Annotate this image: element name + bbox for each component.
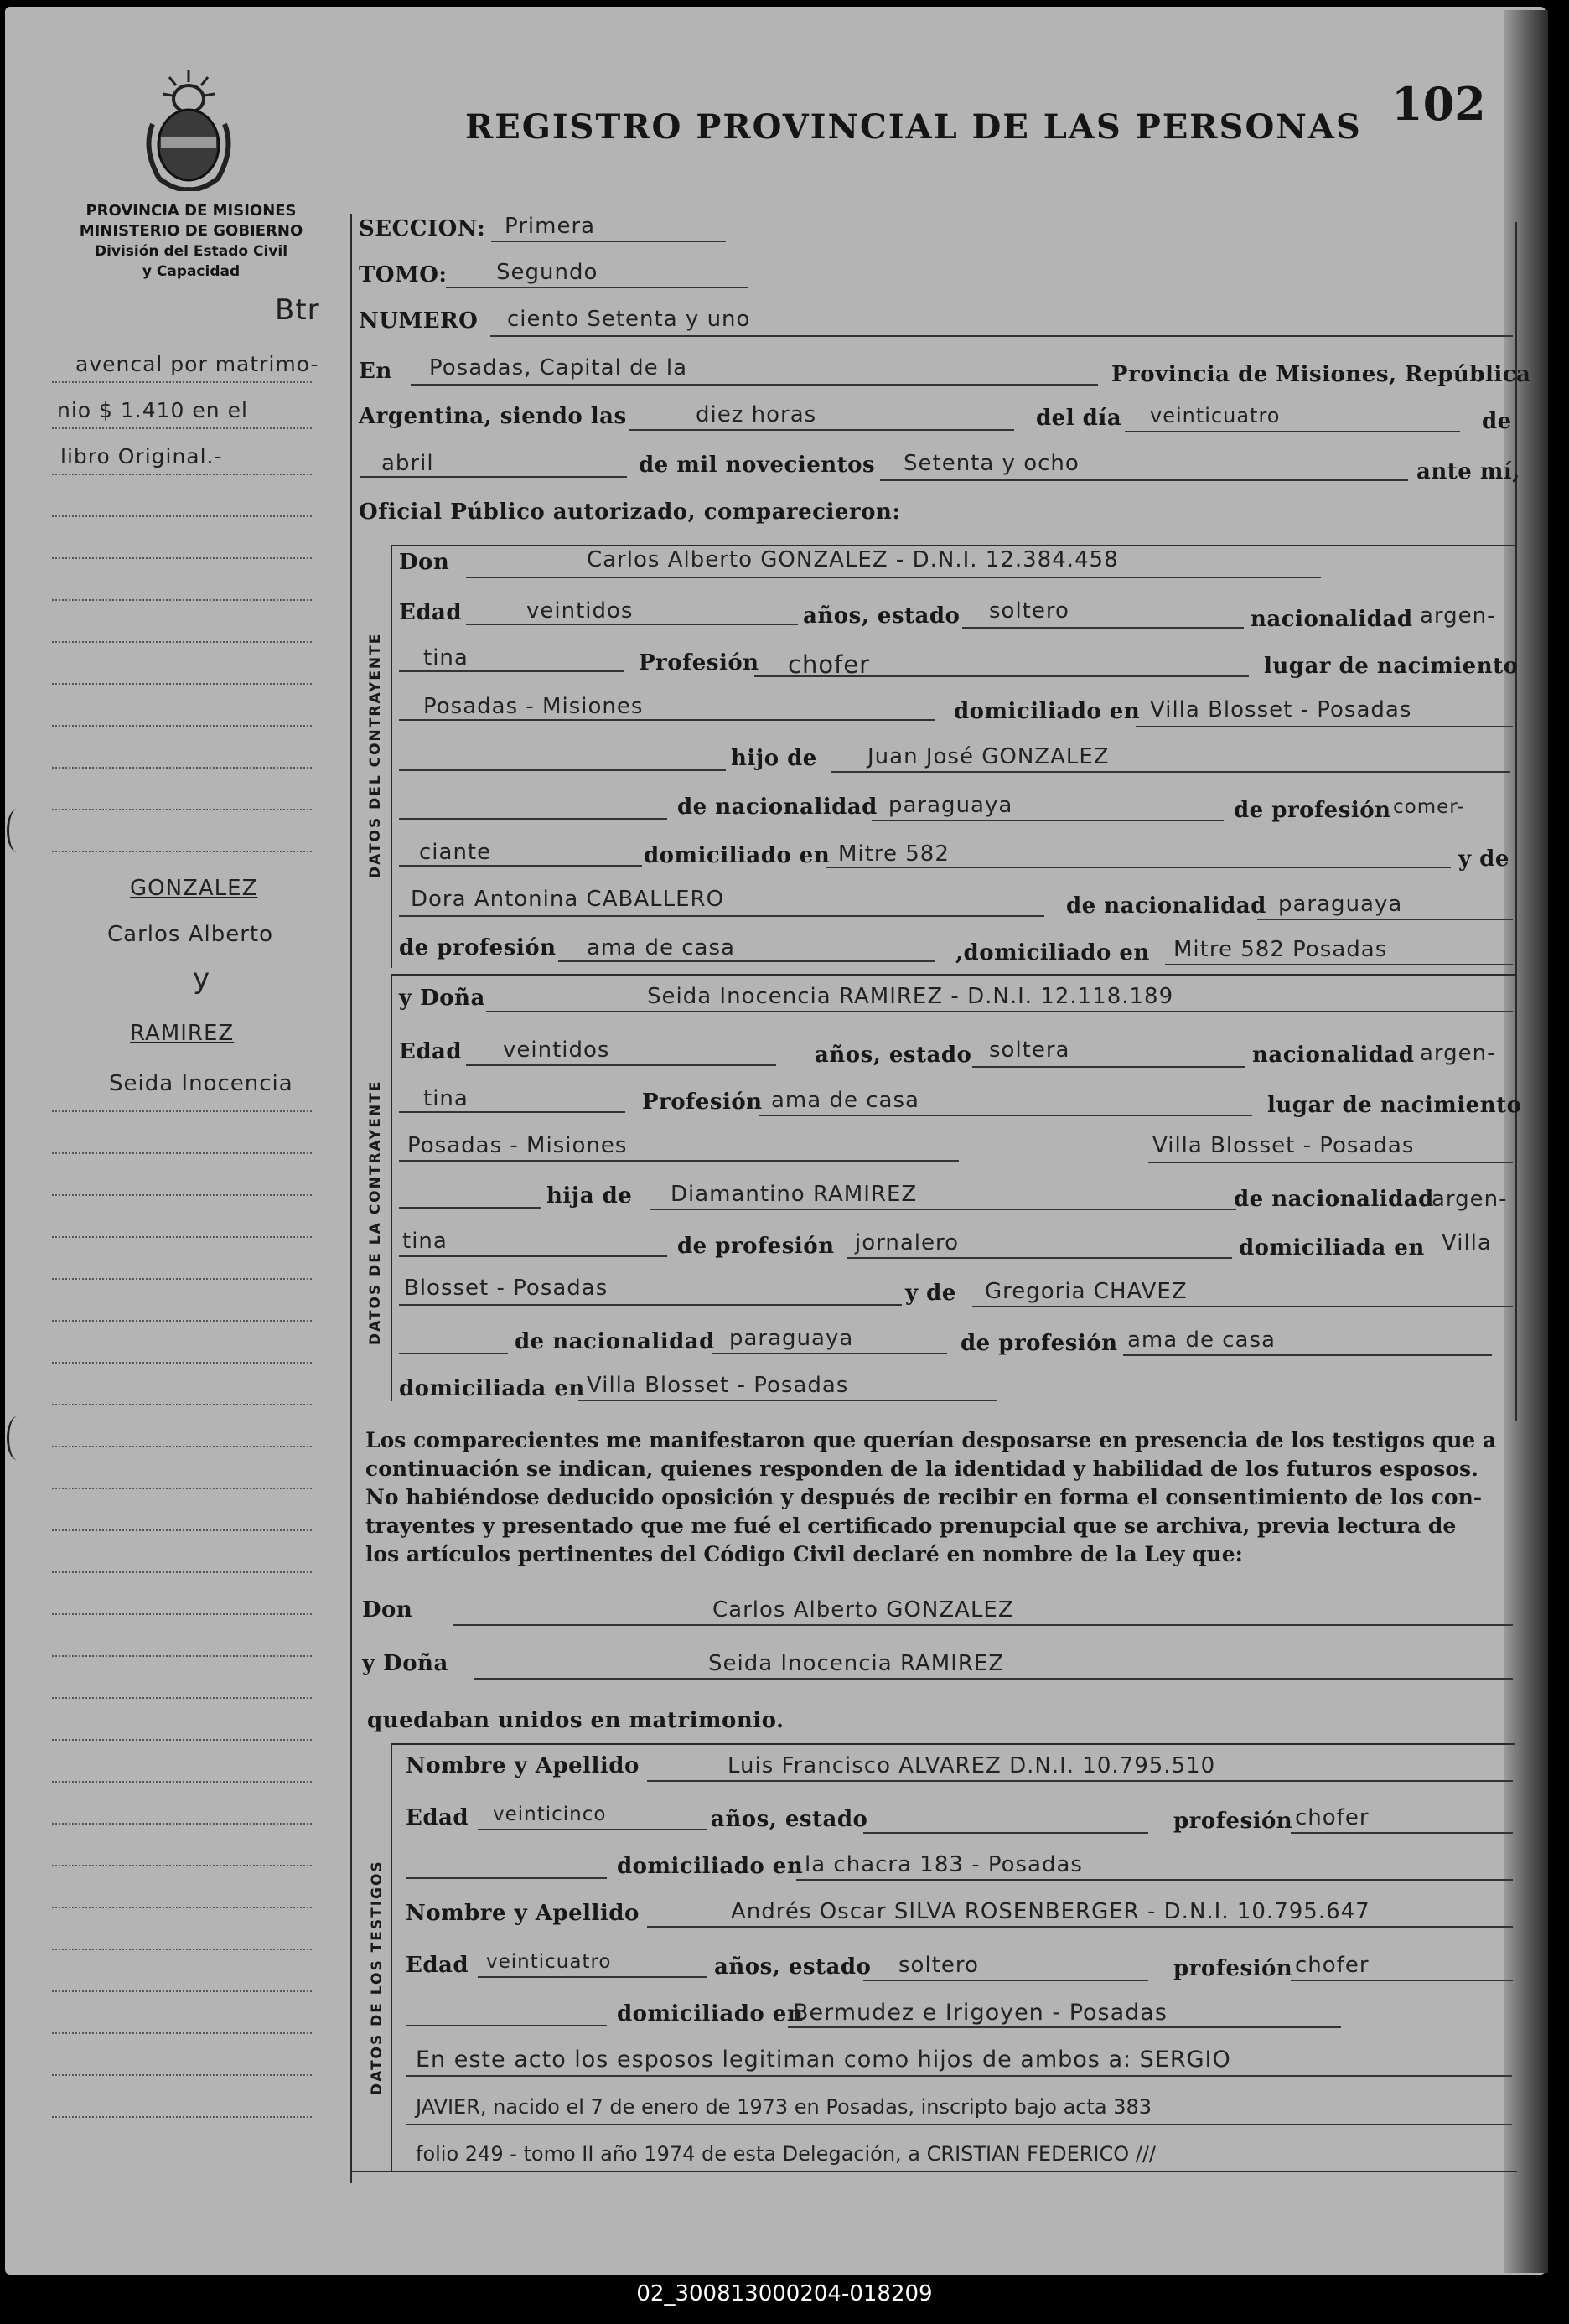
contrayente-rule (391, 545, 392, 968)
decl-don-line (453, 1624, 1513, 1626)
father-profession: jornalero (855, 1230, 960, 1255)
declaracion-line: Los comparecientes me manifestaron que querían desposarse en presencia de los testigos que a (365, 1428, 1497, 1452)
seccion-line (491, 241, 726, 242)
madre-prof-line (558, 960, 935, 962)
ante-mi-text: ante mí, (1416, 459, 1520, 484)
del-dia-label: del día (1036, 406, 1122, 431)
madre-nac-line (1257, 919, 1513, 920)
authority-line: PROVINCIA DE MISIONES (85, 202, 297, 220)
t1-dom-label: domiciliado en (617, 1854, 804, 1879)
t1-edad-label: Edad (406, 1805, 469, 1830)
padre-nac-label: de nacionalidad (1234, 1187, 1434, 1212)
contrayenta-name: Seida Inocencia RAMIREZ - D.N.I. 12.118.189 (647, 984, 1174, 1009)
t1-profesion-line (1291, 1832, 1513, 1834)
t1-dom-pre-line (406, 1877, 607, 1879)
testigos-rule (391, 1743, 392, 2171)
t2-edad-label: Edad (406, 1953, 469, 1978)
don-line (466, 577, 1321, 578)
tomo-line (446, 287, 748, 288)
contrayenta-status: soltera (989, 1038, 1070, 1063)
lugar-nac-line (399, 1160, 959, 1162)
padre-nac-pre-line (399, 818, 667, 820)
t2-status: soltero (898, 1953, 979, 1978)
coat-of-arms-icon (142, 65, 235, 191)
mother-address: Villa Blosset - Posadas (587, 1373, 849, 1398)
anios-label: años, estado (803, 603, 961, 629)
madre-nac-line (712, 1353, 947, 1354)
contrayenta-nationality-a: argen- (1420, 1041, 1496, 1066)
dia-value: veinticuatro (1150, 404, 1281, 427)
margin-surname: RAMIREZ (130, 1021, 235, 1046)
edad-line (466, 1064, 776, 1066)
punch-hole (7, 809, 28, 852)
argentina-text: Argentina, siendo las (359, 404, 627, 429)
t2-nombre-label: Nombre y Apellido (406, 1901, 640, 1926)
contrayente-top-rule (391, 545, 1515, 546)
right-rule (1515, 222, 1517, 1421)
column-rule (350, 214, 352, 2183)
contrayente-address: Villa Blosset - Posadas (1150, 697, 1412, 722)
t1-estado-line (863, 1832, 1148, 1834)
father-address-a: Villa (1442, 1230, 1492, 1255)
lugar-nac-label: lugar de nacimiento (1264, 654, 1519, 679)
profesion-label: Profesión (642, 1090, 763, 1115)
t1-dom-line (796, 1879, 1513, 1881)
madre-dom-label: domiciliada en (399, 1376, 585, 1401)
t2-dom-label: domiciliado en (617, 2001, 804, 2026)
hora-line (629, 429, 1014, 431)
declaracion-line: No habiéndose deducido oposición y después de recibir en forma el consentimiento de los con- (365, 1485, 1483, 1509)
decl-dona-line (474, 1678, 1513, 1680)
de-nacionalidad-label: de nacionalidad (677, 795, 878, 820)
decl-dona-name: Seida Inocencia RAMIREZ (708, 1651, 1005, 1676)
t2-address: Bermudez e Irigoyen - Posadas (793, 2000, 1168, 2026)
t1-profesion-label: profesión (1173, 1809, 1293, 1834)
anio-line (880, 479, 1408, 481)
numero-value: ciento Setenta y uno (507, 307, 751, 332)
oficial-text: Oficial Público autorizado, comparecieron: (359, 499, 901, 525)
numero-line (490, 335, 1513, 337)
contrayente-nationality-a: argen- (1420, 603, 1496, 629)
contrayenta-mother: Gregoria CHAVEZ (985, 1279, 1188, 1304)
domicilio-line (1148, 1162, 1513, 1163)
hijo-line-pre (399, 769, 726, 771)
madre-nac-pre-line (399, 1353, 508, 1354)
t2-anios-label: años, estado (714, 1954, 872, 1980)
contrayenta-nationality-b: tina (423, 1086, 469, 1111)
contrayenta-address: Villa Blosset - Posadas (1152, 1133, 1415, 1158)
declaracion-line: los artículos pertinentes del Código Civil declaré en nombre de la Ley que: (365, 1542, 1243, 1566)
nac-b-line (399, 670, 624, 672)
madre-dom-line (1165, 964, 1513, 965)
de-profesion-label: de profesión (1234, 798, 1391, 823)
padre-dom-b-line (399, 1304, 902, 1306)
t1-profession: chofer (1295, 1805, 1370, 1830)
lugar-nac-line (399, 719, 935, 721)
margin-given-names: Carlos Alberto (107, 922, 274, 947)
contrayente-name: Carlos Alberto GONZALEZ - D.N.I. 12.384.458 (587, 547, 1119, 572)
t2-age: veinticuatro (486, 1951, 612, 1973)
page-title: REGISTRO PROVINCIAL DE LAS PERSONAS (465, 107, 1362, 147)
hijo-de-label: hijo de (731, 746, 817, 771)
mother-profession: ama de casa (587, 935, 735, 960)
padre-nac-line (872, 820, 1224, 821)
legitimation-note-line: En este acto los esposos legitiman como hijos de ambos a: SERGIO (416, 2047, 1231, 2073)
tomo-value: Segundo (496, 260, 598, 285)
padre-line (831, 771, 1510, 773)
madre-dom-line (578, 1400, 997, 1401)
nacionalidad-label: nacionalidad (1251, 607, 1413, 632)
mes-value: abril (381, 451, 434, 476)
padre-dom-label: domiciliado en (644, 843, 831, 868)
father-nationality: paraguaya (888, 793, 1013, 818)
page-edge (1504, 10, 1548, 2273)
t1-address: la chacra 183 - Posadas (805, 1852, 1083, 1877)
don-label: Don (399, 550, 450, 575)
image-id-caption: 02_300813000204-018209 (636, 2281, 933, 2306)
quedaban-text: quedaban unidos en matrimonio. (367, 1708, 784, 1733)
margin-note-line: avencal por matrimo- (75, 352, 319, 376)
decl-dona-label: y Doña (362, 1651, 448, 1676)
margin-surname: GONZALEZ (130, 876, 258, 901)
dona-label: y Doña (399, 986, 485, 1011)
edad-label: Edad (399, 1039, 463, 1064)
t1-anios-label: años, estado (711, 1807, 868, 1832)
legitimation-note-line: folio 249 - tomo II año 1974 de esta Delegación, a CRISTIAN FEDERICO /// (416, 2142, 1157, 2166)
t2-dom-line (788, 2026, 1341, 2028)
madre-nac-label: de nacionalidad (515, 1329, 715, 1354)
edad-label: Edad (399, 600, 463, 625)
padre-prof-label: de profesión (677, 1234, 835, 1259)
numero-label: NUMERO (359, 308, 479, 334)
madre-dom-label: ,domiciliado en (955, 940, 1150, 965)
madre-prof-line (1123, 1354, 1492, 1356)
declaracion-line: continuación se indican, quienes responden de la identidad y habilidad de los futuros esposos. (365, 1457, 1478, 1481)
contrayente-age: veintidos (526, 598, 634, 624)
madre-prof-label: de profesión (399, 935, 557, 960)
profesion-line (759, 1115, 1252, 1116)
contrayenta-birthplace: Posadas - Misiones (407, 1133, 628, 1158)
t2-profession: chofer (1295, 1953, 1370, 1978)
contrayente-nationality-b: tina (423, 645, 469, 670)
seccion-label: SECCION: (359, 216, 486, 241)
father-nationality-a: argen- (1432, 1187, 1508, 1212)
father-address-b: Blosset - Posadas (404, 1276, 608, 1301)
y-de-label: y de (905, 1281, 956, 1306)
anio-value: Setenta y ocho (904, 451, 1080, 476)
father-profession-b: ciante (419, 840, 492, 865)
contrayente-mother: Dora Antonina CABALLERO (411, 887, 725, 912)
authority-line: División del Estado Civil (94, 243, 288, 260)
decl-don-label: Don (362, 1597, 413, 1623)
contrayente-status: soltero (989, 598, 1069, 624)
edad-line (466, 624, 798, 625)
t1-nombre-label: Nombre y Apellido (406, 1753, 640, 1778)
contrayenta-age: veintidos (503, 1038, 610, 1063)
padre-prof-line (847, 1257, 1232, 1259)
contrayenta-father: Diamantino RAMIREZ (671, 1182, 918, 1207)
nacionalidad-label: nacionalidad (1252, 1043, 1415, 1068)
contrayente-father: Juan José GONZALEZ (867, 744, 1110, 769)
authority-line: MINISTERIO DE GOBIERNO (79, 222, 303, 240)
padre-prof-b-line (399, 865, 642, 867)
margin-given-names: Seida Inocencia (109, 1071, 293, 1096)
lugar-line (411, 384, 1098, 386)
hija-line-pre (399, 1207, 541, 1209)
issuing-authority (49, 201, 334, 282)
provincia-text: Provincia de Misiones, República (1111, 362, 1531, 387)
mother-address: Mitre 582 Posadas (1173, 937, 1388, 962)
page-number: 102 (1391, 77, 1486, 131)
estado-line (962, 627, 1244, 629)
nac-b-line (399, 1111, 625, 1113)
madre-nac-label: de nacionalidad (1066, 893, 1266, 919)
hora-value: diez horas (696, 402, 817, 427)
padre-dom-line (826, 867, 1451, 868)
y-de-label: y de (1458, 846, 1509, 872)
mother-nationality: paraguaya (729, 1326, 854, 1351)
t1-age: veinticinco (493, 1804, 607, 1825)
note-line (406, 2075, 1512, 2077)
declaracion-line: trayentes y presentado que me fué el certificado prenupcial que se archiva, previa lectura de (365, 1514, 1457, 1538)
father-address: Mitre 582 (838, 841, 950, 867)
dona-line (486, 1011, 1513, 1012)
en-label: En (359, 359, 392, 384)
t1-edad-line (478, 1829, 707, 1830)
anios-label: años, estado (815, 1043, 972, 1068)
mother-profession: ama de casa (1127, 1328, 1276, 1353)
madre-line (399, 915, 1044, 917)
estado-line (972, 1066, 1245, 1068)
authority-line: y Capacidad (142, 263, 241, 280)
t2-estado-line (863, 1980, 1148, 1981)
father-nationality-b: tina (402, 1229, 448, 1254)
contrayenta-side-label: DATOS DE LA CONTRAYENTE (367, 1079, 384, 1345)
margin-note-line: libro Original.- (60, 444, 223, 468)
mes-line (360, 476, 627, 478)
de-mil-label: de mil novecientos (639, 453, 876, 478)
mother-nationality: paraguaya (1278, 892, 1403, 917)
seccion-value: Primera (505, 214, 596, 239)
legitimation-note-line: JAVIER, nacido el 7 de enero de 1973 en Posadas, inscripto bajo acta 383 (416, 2095, 1152, 2119)
t1-nombre-line (647, 1780, 1513, 1782)
t2-profesion-line (1291, 1980, 1513, 1981)
note-line (406, 2124, 1512, 2125)
contrayente-birthplace: Posadas - Misiones (423, 694, 644, 719)
lugar-nac-label: lugar de nacimiento (1267, 1093, 1522, 1118)
contrayenta-profession: ama de casa (771, 1088, 919, 1113)
hija-de-label: hija de (546, 1183, 633, 1209)
decl-don-name: Carlos Alberto GONZALEZ (712, 1597, 1014, 1623)
initials: Btr (275, 293, 320, 327)
margin-note-line: nio $ 1.410 en el (57, 398, 248, 422)
lugar-value: Posadas, Capital de la (429, 355, 687, 380)
dia-line (1125, 431, 1460, 432)
bottom-rule (352, 2171, 1517, 2172)
contrayente-side-label: DATOS DEL CONTRAYENTE (367, 632, 384, 878)
tomo-label: TOMO: (359, 262, 448, 287)
padre-dom-label: domiciliada en (1239, 1235, 1425, 1260)
profesion-label: Profesión (639, 650, 759, 675)
contrayenta-rule (391, 974, 392, 1401)
declaracion-paragraph (365, 1426, 1518, 1569)
t2-dom-pre-line (406, 2025, 607, 2026)
punch-hole (7, 1416, 28, 1460)
t1-name: Luis Francisco ALVAREZ D.N.I. 10.795.510 (728, 1753, 1216, 1778)
testigos-side-label: DATOS DE LOS TESTIGOS (369, 1860, 386, 2095)
de-label: de (1482, 409, 1512, 434)
t2-name: Andrés Oscar SILVA ROSENBERGER - D.N.I. 10.795.647 (731, 1899, 1370, 1924)
t2-edad-line (478, 1976, 707, 1978)
domicilio-line (1136, 726, 1513, 727)
madre-line (972, 1306, 1513, 1307)
padre-line (650, 1209, 1236, 1210)
t2-profesion-label: profesión (1173, 1956, 1293, 1981)
father-profession-a: comer- (1393, 796, 1465, 818)
contrayente-profession: chofer (788, 650, 871, 679)
t2-nombre-line (647, 1926, 1513, 1928)
padre-nac-b-line (399, 1255, 667, 1257)
contrayenta-top-rule (391, 974, 1515, 976)
madre-prof-label: de profesión (961, 1331, 1118, 1356)
margin-conjunction: y (193, 962, 211, 996)
domiciliado-label: domiciliado en (954, 699, 1141, 724)
testigos-top-rule (391, 1743, 1515, 1745)
